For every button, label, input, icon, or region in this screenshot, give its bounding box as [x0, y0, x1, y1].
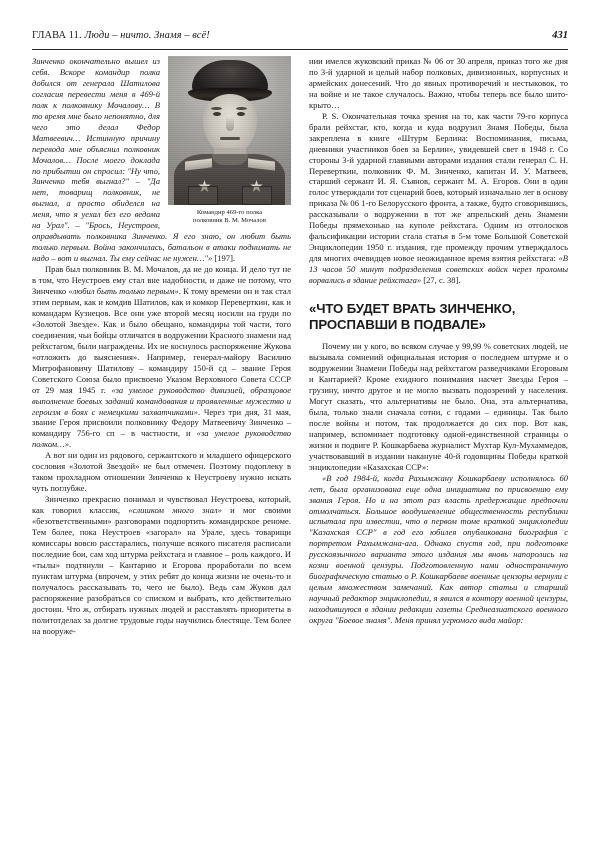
paragraph-no-gold-star: А вот ни один из рядового, сержантского и младшего офицерского сословия «Золотой Звездой» не был отмечен. Поэтому подоплеку в таком прохладном отношении Зинченко к Неустроеву нужно искать чуть поглубже.: [32, 450, 291, 494]
section-heading-line-2: ПРОСПАВШИ В ПОДВАЛЕ»: [309, 316, 486, 332]
para2-part-a: Прав был полковник В. М. Мочалов, да не до конца. И дело тут не в том, что Неустроев ему стал вне надобности, и даже не потому, что Зинченко: [32, 264, 291, 297]
figure-mochalov-portrait: [168, 56, 291, 225]
paragraph-postscript: [309, 111, 568, 286]
para2-part-b: . К тому времени он и так стал этим первым, как и комдив Шатилов, как и комкор Переверткин, как и командарм Кузнецов. Все они уже второй месяц носили на груди по «Золотой Звезде». Как и было обещано, командиры той части, того соединения, чьи бойцы отличатся в водружении Красного знамени над рейхстагом, были награждены. Их не коснулось распоряжение Жукова «отложить до выяснения». Например, генерал-майору Василию Митрофановичу Шатилову – командиру 150-й сд – звание Героя Советского Союза было присвоено Указом Верховного Совета СССР от 29 мая 1945 г.: [32, 286, 291, 395]
para2-italic-decree-2: «за умелое руководство полком…»: [32, 428, 291, 450]
para4-italic-quote: «слишком много знал»: [128, 505, 222, 516]
text-column-right: [309, 56, 568, 831]
ps-italic-encyclopedia-quote: «В 13 часов 50 минут подразделения советских войск через проломы ворвались в здание рейхстага»: [309, 253, 568, 286]
section-heading-line-1: «ЧТО БУДЕТ ВРАТЬ ЗИНЧЕНКО,: [309, 301, 516, 317]
page-number: 431: [552, 30, 568, 41]
figure-caption: [168, 209, 291, 225]
para2-italic-decree-1: «за умелое руководство дивизией, образцовое выполнение боевых заданий командования и проявленные мужество и героизм в боях с немецкими захватчиками»: [32, 384, 291, 417]
ps-reference: [27, с. 38].: [421, 275, 461, 286]
para4-part-b: и мог своими «безответственными» разговорами подпортить командирское реноме. Тем более, пока Неустроев «загорал» на Урале, здесь товарищи комиссары вовсю расстарались, получше всякого писателя расписали последние бои, сам ход штурма рейхстага и главное – роль каждого. И «тылы» подтянули – Кантарию и Егорова проработали по всем пунктам штурма (впрочем, у этих ребят до конца жизни не очень-то и получалось рассказывать то, чего не было). Ведь сам Жуков дал распоряжение разобраться со списком и выбрать, кто действительно достоин. Что ж, отбирать нужных людей и расставлять приоритеты в политотделах за долгие трудовые годы научились блестяще. Тем более на вооруже-: [32, 505, 291, 636]
chapter-label: ГЛАВА 11.: [32, 30, 82, 41]
chapter-title: Люди – ничто. Знамя – всё!: [84, 30, 210, 41]
paragraph-mochalov: [32, 264, 291, 450]
para2-part-f: .: [69, 439, 72, 450]
paragraph-zinchenko-understood: [32, 494, 291, 636]
text-column-left: [32, 56, 291, 831]
para4-part-a: Зинченко прекрасно понимал и чувствовал Неустроева, который, как говорил классик,: [32, 494, 291, 516]
lead-quote-text: Зинченко окончательно вышел из себя. Вскоре командир полка добился от генерала Шатилова согласия перевести меня в 469-й полк к полковнику Мочалову… В то время мне было непонятно, для чего это делал Федор Матвеевич… Истинную причину перевода мне объяснил полковник Мочалов… После моего доклада по прибытии он спросил: "Ну что, Зинченко тебя выгнал?" – "Да нет, товарищ полковник, не выгнал, а просто обиделся на меня, что я уехал без его ведома на Урал". – "Брось, Неустроев, оправдывать полковника Зинченко. Я его знаю, он любит быть только первым. Война закончилась, батальон в атаки поднимать не надо – вот и выгнал. Ты ему сейчас не нужен…"»: [32, 56, 291, 264]
paragraph-why-no-doubts: Почему ни у кого, во всяком случае у 99,99 % советских людей, не вызывала сомнений официальная история о последнем штурме и о водружении Знамени Победы над рейхстагом разведчиками Егоровым и Кантарией? Кроме ехидного понимания насчет Звезды Героя – грузину, ничто другое и не могло вызвать подозрений у населения. Могут сказать, что альтернативы не было. Она, эта альтернатива, была, только знали сначала сотни, с годами – единицы. Так было после войны и потом, так продолжается до сих пор. Вот как, например, вспоминает подготовку одной-единственной страницы о жизни и подвиге Р. Кошкарбаева журналист Мухтар Кул-Мухаммедов, участвовавший в издании накануне 40-й годовщины Победы краткой энциклопедии «Казахская ССР»:: [309, 341, 568, 472]
page-body: [32, 56, 568, 831]
ps-part-1: P. S. Окончательная точка зрения на то, как части 79-го корпуса брали рейхстаг, кто, когда и куда водрузил Знамя Победы, была закреплена в книге «Штурм Берлина: Воспоминания, письма, дневники участников боев за Берлин», увидевшей свет в 1948 г. Со стороны 3-й ударной главными авторами издания стали генерал С. Н. Переверткин, полковник Ф. М. Зинченко, капитан И. У. Матвеев, старший сержант И. Я. Съянов, сержант М. А. Егоров. Они в один голос утверждали тот сценарий боев, который изначально лег в основу приказа № 06 1-го Белорусского фронта, а также, будто сговорившись, рассказывали о водружении в тот же апрельский день Знамени Победы прямехонько на куполе рейхстага. Одним из отголосков фальсификации истории стала статья в 5-м томе Большой Советской Энциклопедии 1950 г. издания, где промежду прочим утверждалось для многих очевидцев новое неожиданное время взятия рейхстага:: [309, 110, 568, 264]
figure-caption-line-2: полковник В. М. Мочалов: [193, 217, 266, 225]
figure-caption-line-1: Командир 469-го полка: [196, 209, 263, 216]
lead-quote-reference: [197].: [212, 253, 236, 264]
para2-part-d: . Через три дня, 31 мая, звание Героя присвоили полковнику Федору Матвеевичу Зинченко – командиру 756-го сп – в частности, и: [32, 406, 292, 439]
paragraph-kul-muhammedov-quote: «В год 1984-й, когда Рахымжану Кошкарбаеву исполнялось 60 лет, была организована еще одна инициатива по присвоению ему звания Героя. Но и на этот раз власть предержащие предпочли отмолчаться. Большое воодушевление общественность республики испытала при известии, что в первом томе краткой энциклопедии "Казахская ССР" в год его юбилея опубликована биография с портретом Рахымжана-ага. Однако спустя год, при подготовке русскоязычного варианта этого издания мы вновь напоролись на козни военной цензуры. Подготовленную нами одностраничную биографическую статью о Р. Кошкарбаеве военные цензоры вернули с целым множеством замечаний. Как автор статьи и старший научный редактор энциклопедии, я явился в контору военной цензуры, находившуюся в здании редакции газеты Среднеазиатского военного округа "Боевое знамя". Меня принял угрюмого вида майор:: [309, 472, 568, 626]
para2-italic-quote: «любил быть только первым»: [68, 286, 179, 297]
portrait-photo: [168, 56, 291, 205]
paragraph-zhukov-order: нии имелся жуковский приказ № 06 от 30 апреля, приказ того же дня по 3-й ударной и целый набор полковых, дивизионных, корпусных и армейских донесений. Что до явных противоречий и нестыковок, то на войне и не такое случалось. Важно, чтобы теперь все было шито-крыто…: [309, 56, 568, 110]
running-head: [32, 30, 568, 50]
section-heading: [309, 301, 568, 332]
running-head-chapter: [32, 30, 210, 41]
